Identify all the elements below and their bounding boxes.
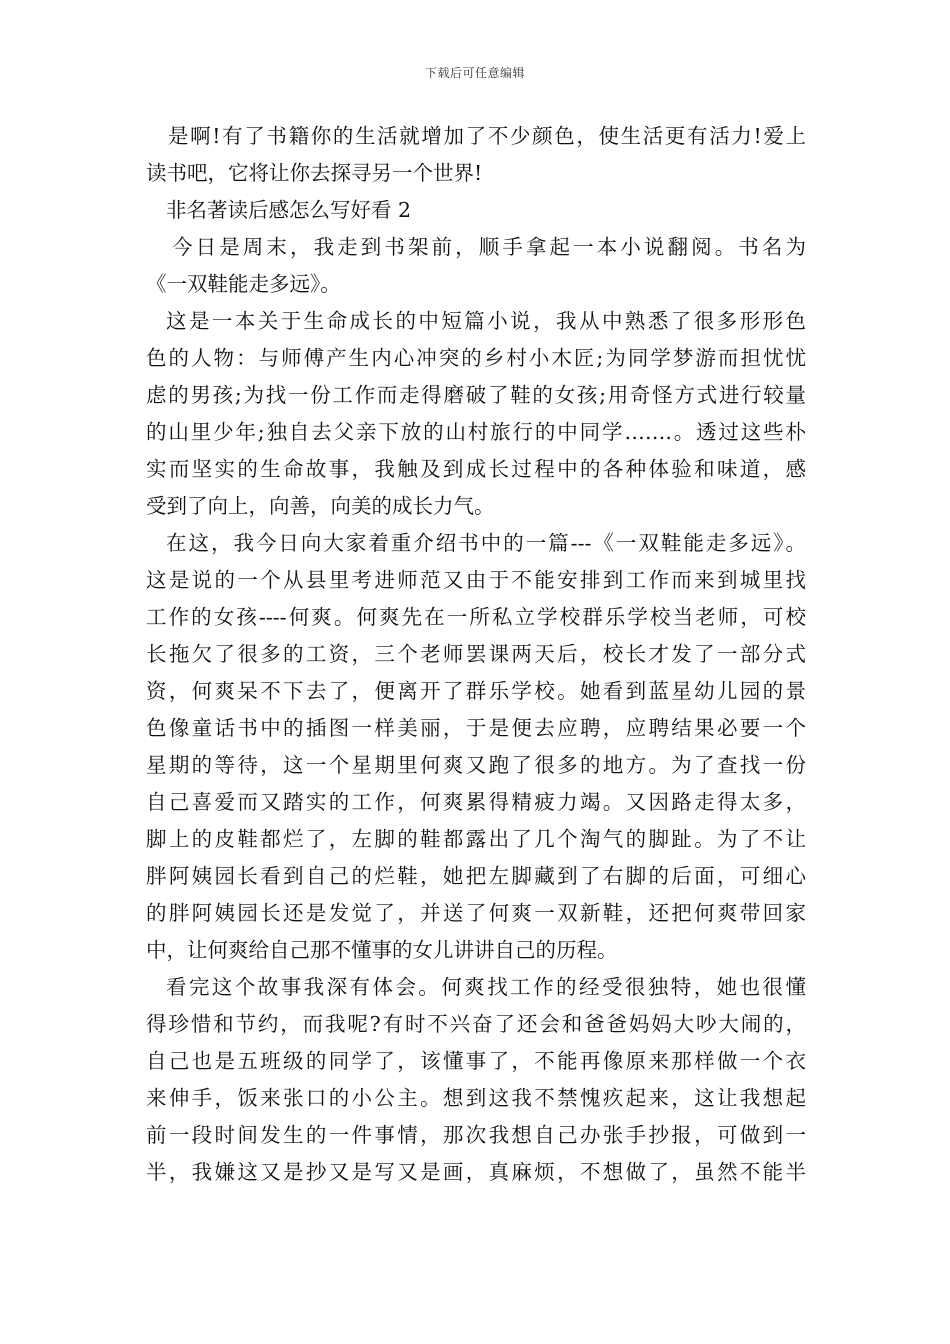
text-line: 实而坚实的生命故事，我触及到成长过程中的各种体验和味道，感 <box>146 457 806 481</box>
text-line: 资，何爽呆不下去了，便离开了群乐学校。她看到蓝星幼儿园的景 <box>146 679 806 703</box>
text-line: 的胖阿姨园长还是发觉了，并送了何爽一双新鞋，还把何爽带回家 <box>146 901 806 925</box>
text-line: 色的人物：与师傅产生内心冲突的乡村小木匠;为同学梦游而担忧忧 <box>146 346 806 370</box>
title-line: 非名著读后感怎么写好看 2 <box>166 198 412 222</box>
text-line: 读书吧，它将让你去探寻另一个世界! <box>146 161 483 185</box>
text-line: 在这，我今日向大家着重介绍书中的一篇---《一双鞋能走多远》。 <box>166 531 806 555</box>
text-line: 是啊!有了书籍你的生活就增加了不少颜色，使生活更有活力!爱上 <box>168 124 806 148</box>
paragraph-1 <box>146 118 806 192</box>
text-line: 工作的女孩----何爽。何爽先在一所私立学校群乐学校当老师，可校 <box>146 605 806 629</box>
text-line: 长拖欠了很多的工资，三个老师罢课两天后，校长才发了一部分式 <box>146 642 806 666</box>
text-line: 星期的等待，这一个星期里何爽又跑了很多的地方。为了查找一份 <box>146 753 806 777</box>
text-line: 来伸手，饭来张口的小公主。想到这我不禁愧疚起来，这让我想起 <box>146 1086 806 1110</box>
text-line: 色像童话书中的插图一样美丽，于是便去应聘，应聘结果必要一个 <box>146 716 806 740</box>
paragraph-3 <box>146 303 806 525</box>
text-line: 中，让何爽给自己那不懂事的女儿讲讲自己的历程。 <box>146 938 618 962</box>
section-title <box>146 192 806 229</box>
text-line: 虑的男孩;为找一份工作而走得磨破了鞋的女孩;用奇怪方式进行较量 <box>146 383 806 407</box>
text-line: 胖阿姨园长看到自己的烂鞋，她把左脚藏到了右脚的后面，可细心 <box>146 864 806 888</box>
text-line: 《一双鞋能走多远》。 <box>146 272 341 296</box>
text-line: 前一段时间发生的一件事情，那次我想自己办张手抄报，可做到一 <box>146 1123 806 1147</box>
text-line: 看完这个故事我深有体会。何爽找工作的经受很独特，她也很懂 <box>166 975 806 999</box>
text-line: 这是说的一个从县里考进师范又由于不能安排到工作而来到城里找 <box>146 568 806 592</box>
text-line: 受到了向上，向善，向美的成长力气。 <box>146 494 495 518</box>
text-line: 自己也是五班级的同学了，该懂事了，不能再像原来那样做一个衣 <box>146 1049 806 1073</box>
document-body <box>146 118 806 1191</box>
text-line: 今日是周末，我走到书架前，顺手拿起一本小说翻阅。书名为 <box>172 235 806 259</box>
text-line: 这是一本关于生命成长的中短篇小说，我从中熟悉了很多形形色 <box>166 309 806 333</box>
text-line: 的山里少年;独自去父亲下放的山村旅行的中同学…….。透过这些朴 <box>146 420 806 444</box>
text-line: 自己喜爱而又踏实的工作，何爽累得精疲力竭。又因路走得太多， <box>146 790 806 814</box>
page-header: 下载后可任意编辑 <box>424 66 525 80</box>
text-line: 得珍惜和节约，而我呢?有时不兴奋了还会和爸爸妈妈大吵大闹的， <box>146 1012 806 1036</box>
paragraph-5 <box>146 969 806 1191</box>
paragraph-2 <box>146 229 806 303</box>
paragraph-4 <box>146 525 806 969</box>
text-line: 脚上的皮鞋都烂了，左脚的鞋都露出了几个淘气的脚趾。为了不让 <box>146 827 806 851</box>
text-line: 半，我嫌这又是抄又是写又是画，真麻烦，不想做了，虽然不能半 <box>146 1160 806 1184</box>
